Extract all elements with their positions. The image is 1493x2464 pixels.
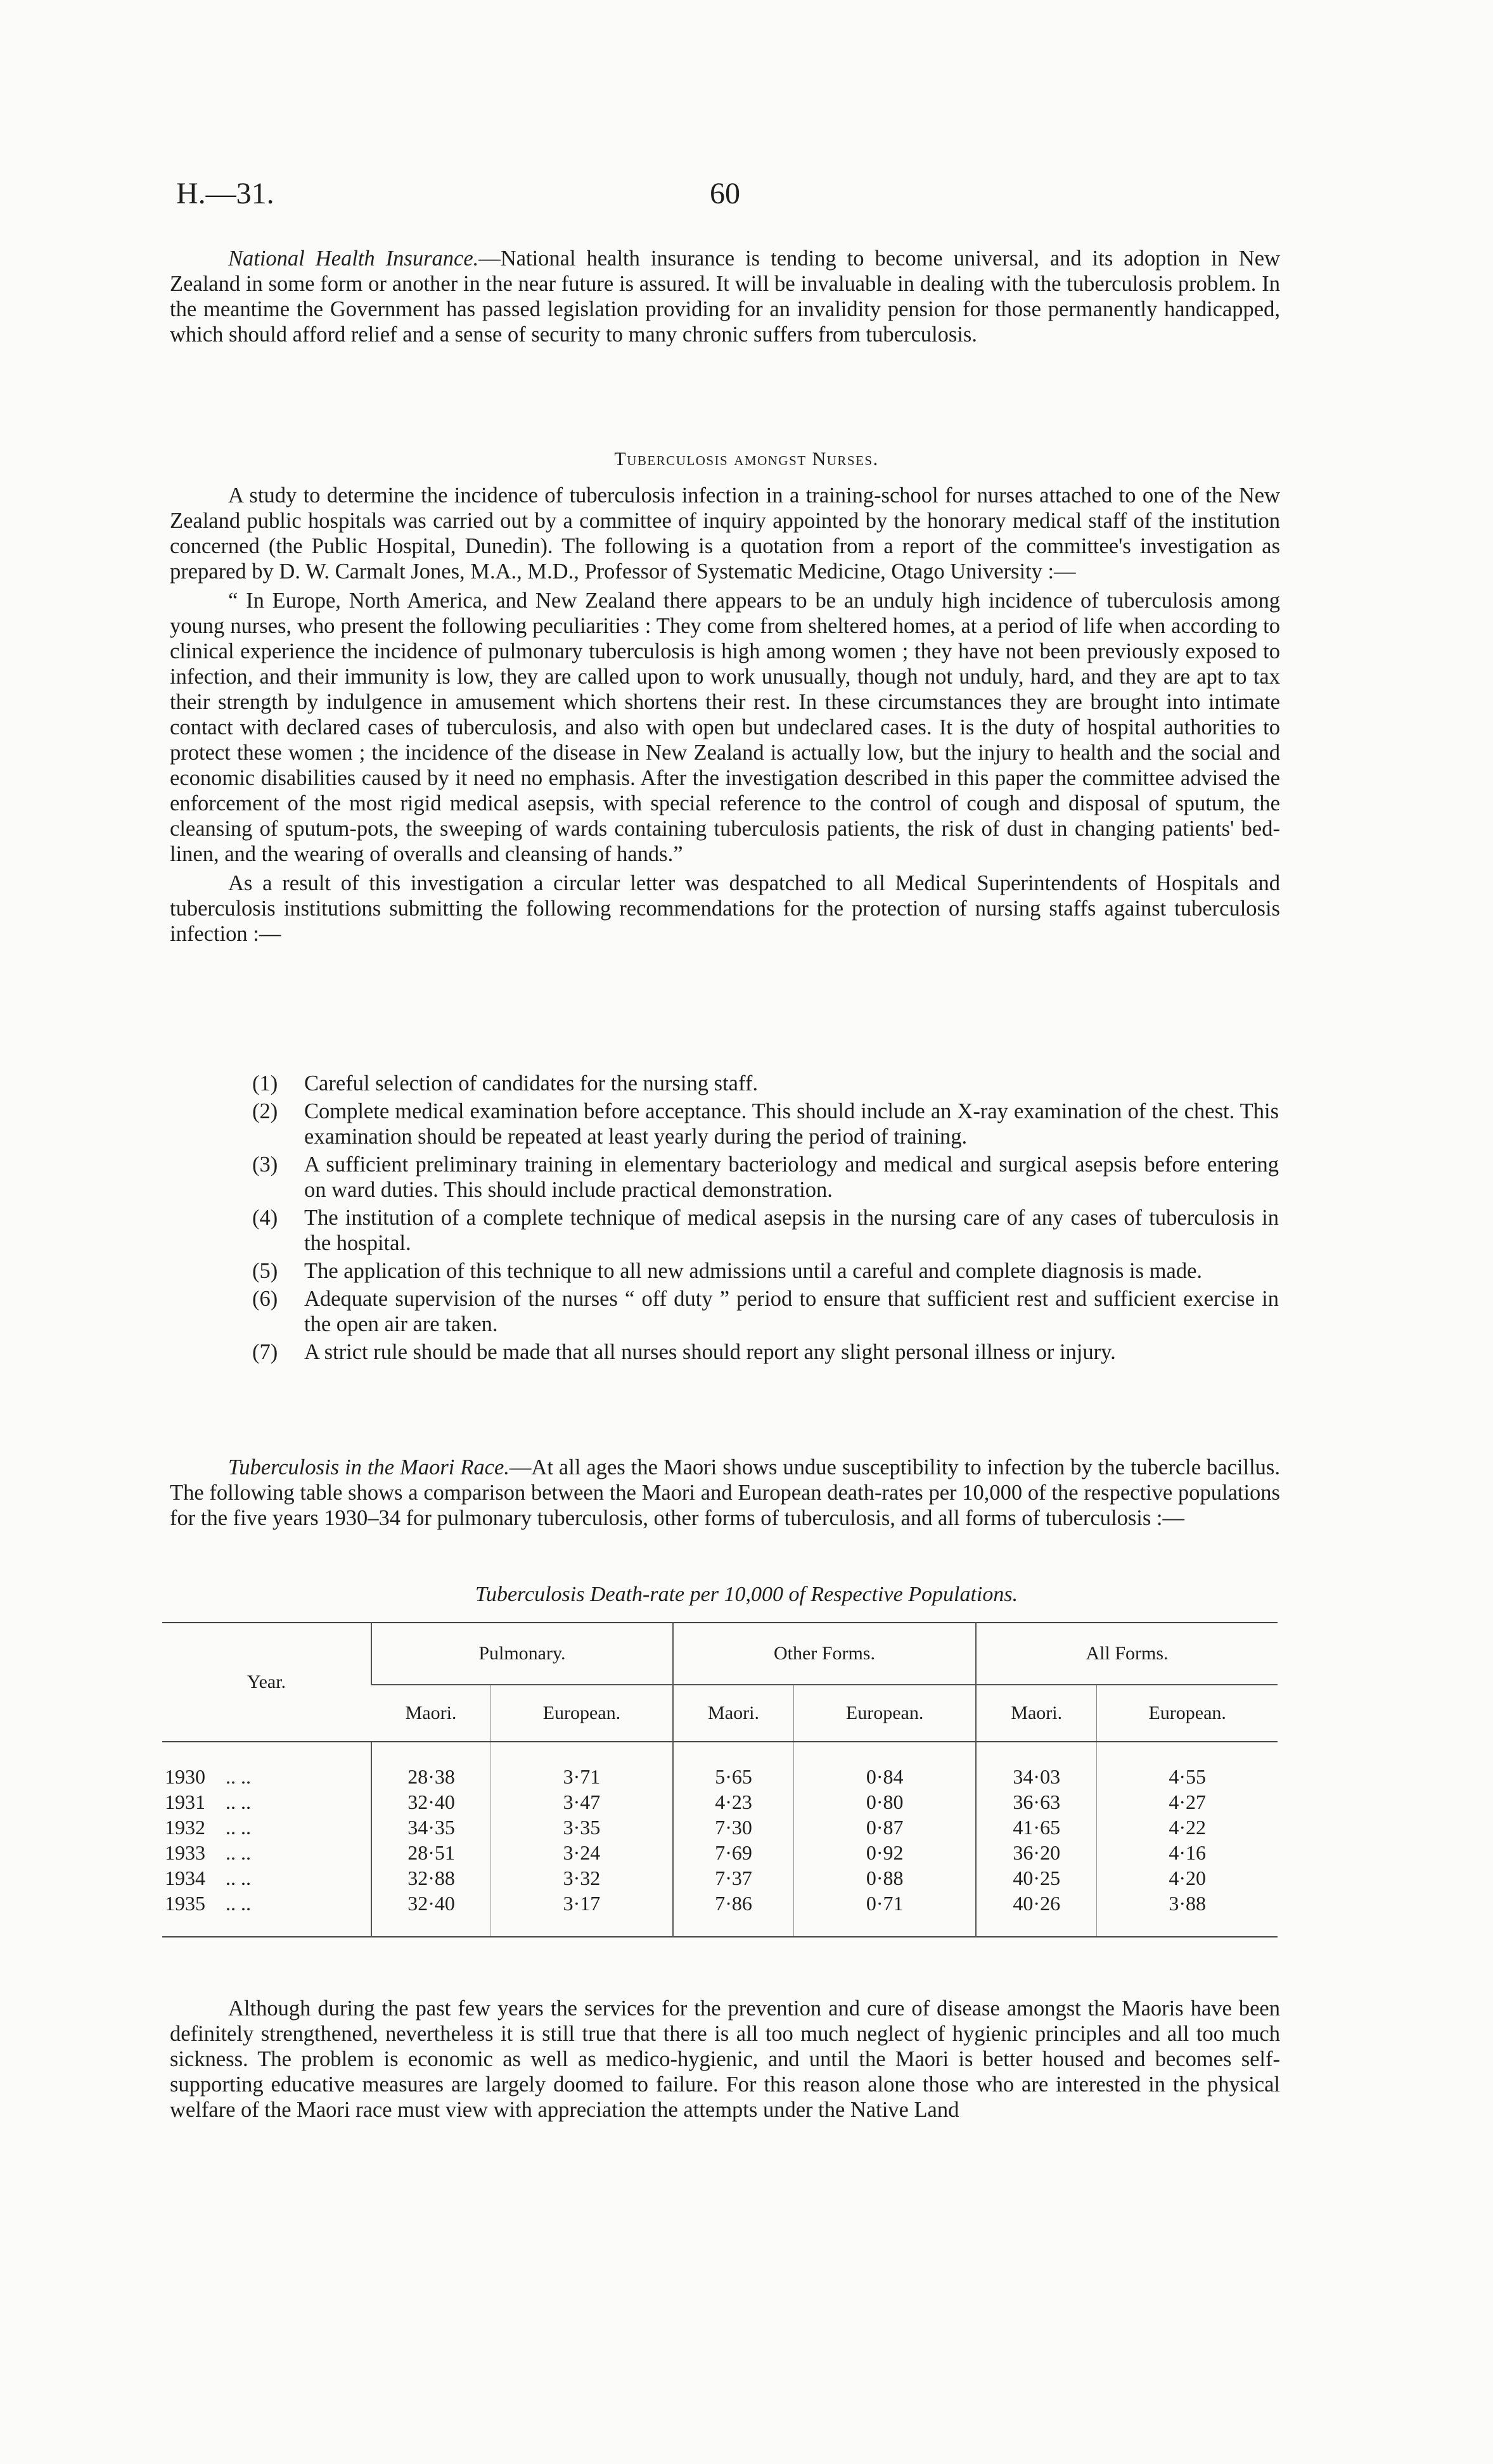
section-heading-nurses: Tuberculosis amongst Nurses. xyxy=(614,449,879,469)
item-number: (7) xyxy=(252,1340,278,1364)
table-cell: 3·17 xyxy=(491,1891,673,1937)
maori-text: —At all ages the Maori shows undue susceptibility to infection by the tubercle bacillus. The following table shows a comparison between the Maori and European death-rates per 10,000 of the respective populations for the five years 1930–34 for pulmonary tuberculosis, other forms of tuberculosis, and all forms of tuberculosis :— xyxy=(170,1455,1280,1530)
group-header-pulmonary: Pulmonary. xyxy=(371,1623,673,1685)
table-cell: 7·30 xyxy=(673,1815,794,1840)
closing-paragraph xyxy=(170,1996,1280,2122)
item-number: (6) xyxy=(252,1287,278,1311)
maori-paragraph xyxy=(170,1455,1280,1531)
item-number: (1) xyxy=(252,1071,278,1095)
list-item xyxy=(252,1339,1279,1365)
closing-text: Although during the past few years the services for the prevention and cure of disease amongst the Maoris have been definitely strengthened, nevertheless it is still true that there is all too much neglect of hygienic principles and all too much sickness. The problem is economic as well as medico-hygienic, and until the Maori is better housed and becomes self-supporting educative measures are largely doomed to failure. For this reason alone those who are interested in the physical welfare of the Maori race must view with appreciation the attempts under the Native Land xyxy=(170,1996,1280,2122)
year-header: Year. xyxy=(247,1671,286,1692)
table-cell: 4·20 xyxy=(1097,1865,1278,1891)
death-rate-table xyxy=(162,1622,1278,1937)
item-text: A sufficient preliminary training in elementary bacteriology and medical and surgical asepsis before entering on ward duties. This should include practical demonstration. xyxy=(304,1152,1279,1202)
table-row xyxy=(162,1742,1278,1789)
year-cell: 1935 .. .. xyxy=(165,1891,251,1915)
page-header xyxy=(176,176,1279,220)
table-cell: 0·84 xyxy=(794,1742,976,1789)
item-text: Complete medical examination before acceptance. This should include an X-ray examination of the chest. This examination should be repeated at least yearly during the period of training. xyxy=(304,1099,1279,1149)
table-cell: 0·87 xyxy=(794,1815,976,1840)
nhi-paragraph xyxy=(170,246,1280,347)
nurses-section xyxy=(170,483,1280,947)
column-header: Maori. xyxy=(976,1685,1097,1742)
table-cell: 4·22 xyxy=(1097,1815,1278,1840)
maori-title: Tuberculosis in the Maori Race. xyxy=(228,1455,509,1479)
table-cell: 34·03 xyxy=(976,1742,1097,1789)
table-cell: 3·24 xyxy=(491,1840,673,1865)
list-item xyxy=(252,1152,1279,1203)
item-number: (2) xyxy=(252,1099,278,1123)
list-item xyxy=(252,1099,1279,1149)
table-cell: 36·63 xyxy=(976,1789,1097,1815)
item-text: The application of this technique to all new admissions until a careful and complete diagnosis is made. xyxy=(304,1259,1203,1283)
nurses-intro: A study to determine the incidence of tuberculosis infection in a training-school for nurses attached to one of the New Zealand public hospitals was carried out by a committee of inquiry appointed by the honorary medical staff of the institution concerned (the Public Hospital, Dunedin). The following is a quotation from a report of the committee's investigation as prepared by D. W. Carmalt Jones, M.A., M.D., Professor of Systematic Medicine, Otago University :— xyxy=(170,483,1280,584)
nhi-title: National Health Insurance. xyxy=(228,246,479,271)
report-reference: H.—31. xyxy=(176,177,274,210)
table-cell: 4·27 xyxy=(1097,1789,1278,1815)
table-row xyxy=(162,1840,1278,1865)
nhi-text: —National health insurance is tending to become universal, and its adoption in New Zealand in some form or another in the near future is assured. It will be invaluable in dealing with the tuberculosis problem. In the meantime the Government has passed legislation providing for an invalidity pension for those permanently handicapped, which should afford relief and a sense of security to many chronic suffers from tuberculosis. xyxy=(170,246,1280,347)
table-cell: 4·23 xyxy=(673,1789,794,1815)
item-text: The institution of a complete technique of medical asepsis in the nursing care of any cases of tuberculosis in the hospital. xyxy=(304,1206,1279,1255)
column-header: Maori. xyxy=(371,1685,491,1742)
nurses-result: As a result of this investigation a circular letter was despatched to all Medical Superintendents of Hospitals and tuberculosis institutions submitting the following recommendations for the protection of nursing staffs against tuberculosis infection :— xyxy=(170,871,1280,946)
table-row xyxy=(162,1865,1278,1891)
table-cell: 3·35 xyxy=(491,1815,673,1840)
year-cell: 1931 .. .. xyxy=(165,1790,251,1813)
table-cell: 0·71 xyxy=(794,1891,976,1937)
table-cell: 34·35 xyxy=(371,1815,491,1840)
list-item xyxy=(252,1258,1279,1284)
table-cell: 5·65 xyxy=(673,1742,794,1789)
table-cell: 3·32 xyxy=(491,1865,673,1891)
list-item xyxy=(252,1286,1279,1337)
table-cell: 32·88 xyxy=(371,1865,491,1891)
year-cell: 1932 .. .. xyxy=(165,1815,251,1839)
table-row xyxy=(162,1891,1278,1937)
item-number: (5) xyxy=(252,1259,278,1283)
table-cell: 32·40 xyxy=(371,1789,491,1815)
column-header: Maori. xyxy=(673,1685,794,1742)
item-number: (4) xyxy=(252,1206,278,1230)
year-cell: 1934 .. .. xyxy=(165,1866,251,1889)
column-header: European. xyxy=(491,1685,673,1742)
table-cell: 3·88 xyxy=(1097,1891,1278,1937)
item-text: Careful selection of candidates for the nursing staff. xyxy=(304,1071,758,1095)
column-header: European. xyxy=(794,1685,976,1742)
table-row xyxy=(162,1815,1278,1840)
table-cell: 7·69 xyxy=(673,1840,794,1865)
table-cell: 3·47 xyxy=(491,1789,673,1815)
table-cell: 7·86 xyxy=(673,1891,794,1937)
table-cell: 0·92 xyxy=(794,1840,976,1865)
table-cell: 7·37 xyxy=(673,1865,794,1891)
table-cell: 0·80 xyxy=(794,1789,976,1815)
table-cell: 4·55 xyxy=(1097,1742,1278,1789)
column-header: European. xyxy=(1097,1685,1278,1742)
nurses-quote: “ In Europe, North America, and New Zealand there appears to be an unduly high incidence of tuberculosis among young nurses, who present the following peculiarities : They come from sheltered homes, at a period of life when according to clinical experience the incidence of pulmonary tuberculosis is high among women ; they have not been previously exposed to infection, and their immunity is low, they are called upon to work unusually, though not unduly, hard, and they are apt to tax their strength by indulgence in amusement which shortens their rest. In these circumstances they are brought into intimate contact with declared cases of tuberculosis, and also with open but undeclared cases. It is the duty of hospital authorities to protect these women ; the incidence of the disease in New Zealand is actually low, but the injury to health and the social and economic disabilities caused by it need no emphasis. After the investigation described in this paper the committee advised the enforcement of the most rigid medical asepsis, with special reference to the control of cough and disposal of sputum, the cleansing of sputum-pots, the sweeping of wards containing tuberculosis patients, the risk of dust in changing patients' bed-linen, and the wearing of overalls and cleansing of hands.” xyxy=(170,589,1280,866)
item-text: A strict rule should be made that all nurses should report any slight personal illness or injury. xyxy=(304,1340,1116,1364)
table-cell: 40·25 xyxy=(976,1865,1097,1891)
table-cell: 28·51 xyxy=(371,1840,491,1865)
table-cell: 28·38 xyxy=(371,1742,491,1789)
group-header-other-forms: Other Forms. xyxy=(673,1623,976,1685)
table-cell: 4·16 xyxy=(1097,1840,1278,1865)
table-cell: 40·26 xyxy=(976,1891,1097,1937)
page-number: 60 xyxy=(710,177,740,210)
table-cell: 32·40 xyxy=(371,1891,491,1937)
list-item xyxy=(252,1205,1279,1256)
year-cell: 1933 .. .. xyxy=(165,1841,251,1864)
table-cell: 36·20 xyxy=(976,1840,1097,1865)
table-row xyxy=(162,1789,1278,1815)
item-text: Adequate supervision of the nurses “ off duty ” period to ensure that sufficient rest and sufficient exercise in the open air are taken. xyxy=(304,1287,1279,1336)
year-cell: 1930 .. .. xyxy=(165,1765,251,1788)
table-cell: 41·65 xyxy=(976,1815,1097,1840)
table-cell: 0·88 xyxy=(794,1865,976,1891)
list-item xyxy=(252,1071,1279,1096)
table-cell: 3·71 xyxy=(491,1742,673,1789)
recommendations-list xyxy=(252,1071,1279,1367)
group-header-all-forms: All Forms. xyxy=(976,1623,1278,1685)
table-caption: Tuberculosis Death-rate per 10,000 of Respective Populations. xyxy=(475,1583,1018,1606)
item-number: (3) xyxy=(252,1152,278,1177)
